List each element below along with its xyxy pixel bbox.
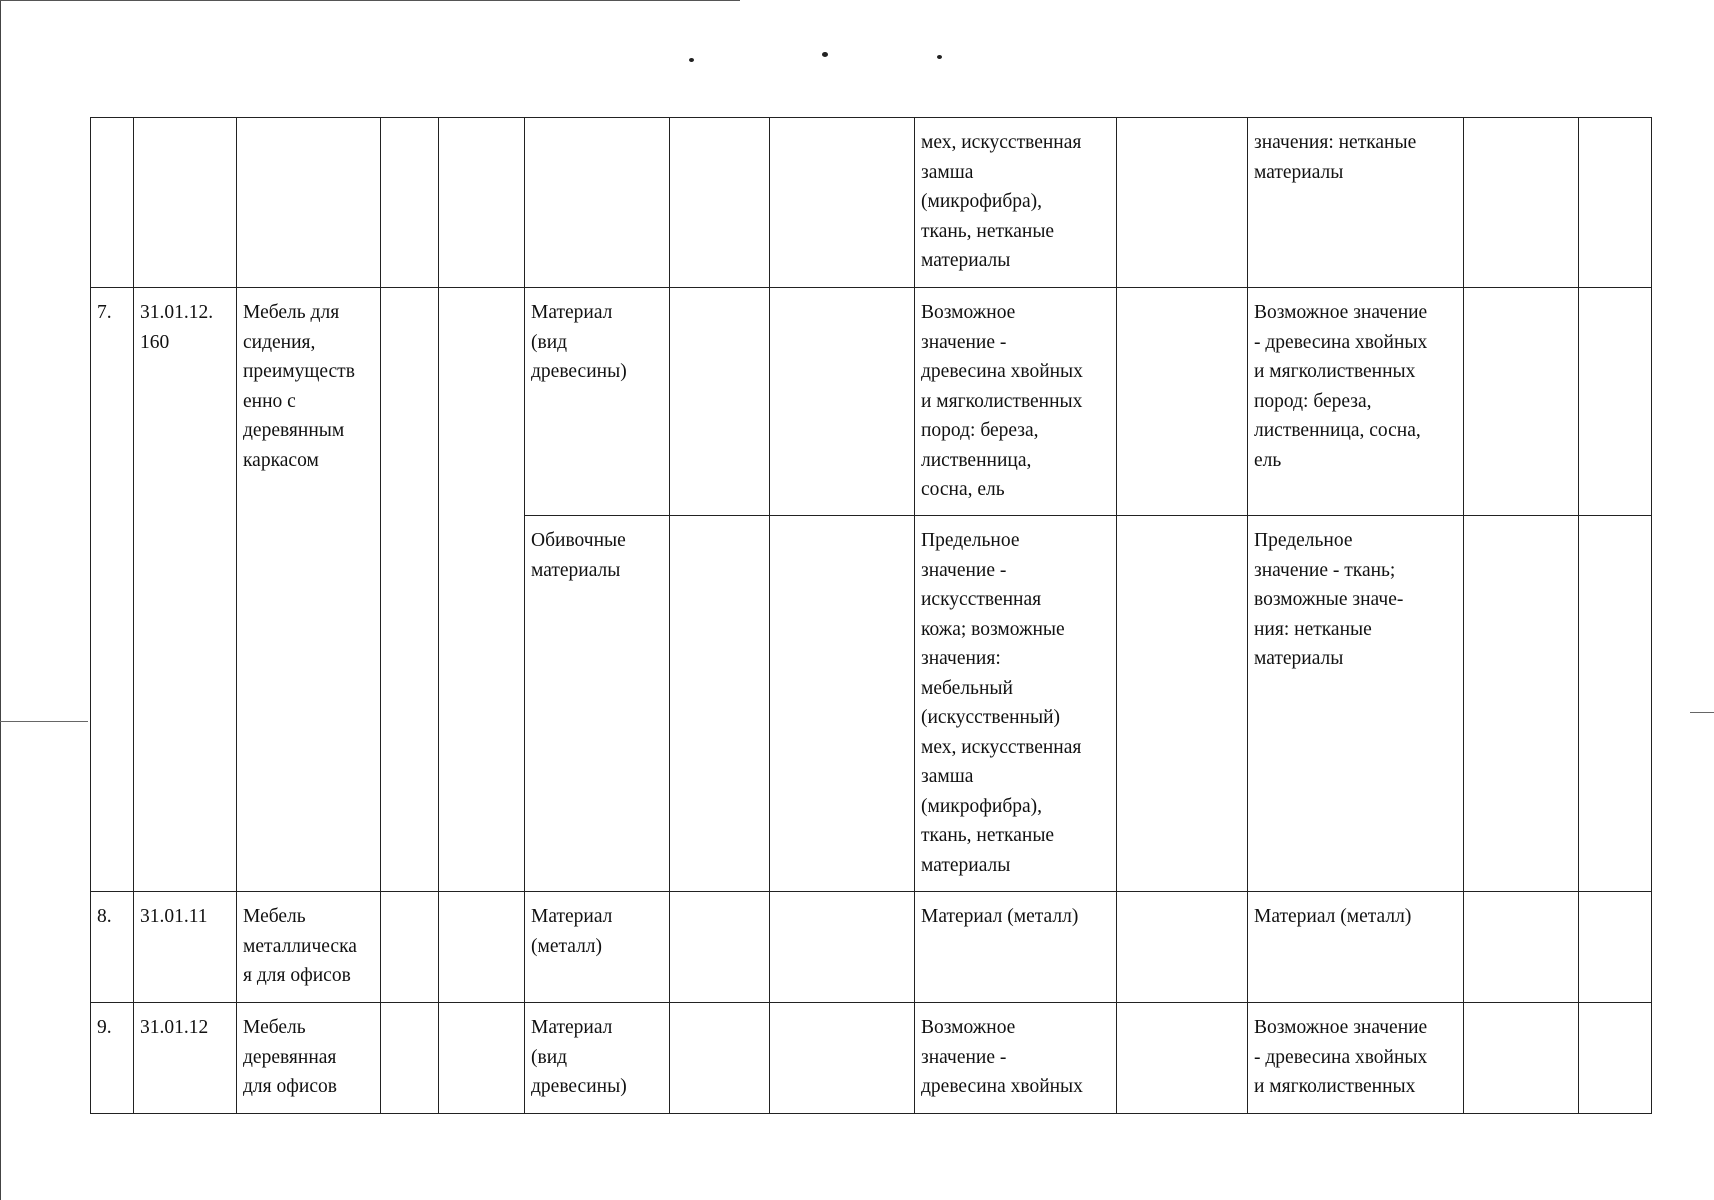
- cell-empty: [439, 288, 525, 892]
- cell-allowed-value: Возможное значение - древесина хвойных и мягколиственных пород: береза, лиственница, сосна, ель: [1248, 288, 1464, 516]
- cell-empty: [670, 288, 770, 516]
- cell-empty: [770, 1003, 915, 1114]
- cell-empty: [1117, 288, 1248, 516]
- cell-empty: [1579, 892, 1652, 1003]
- cell-characteristic-value: Материал (металл): [915, 892, 1117, 1003]
- cell-empty: [670, 1003, 770, 1114]
- cell-empty: [439, 892, 525, 1003]
- cell-characteristic: Материал (металл): [525, 892, 670, 1003]
- cell-number: [91, 118, 134, 288]
- cell-number: 9.: [91, 1003, 134, 1114]
- table-row: [91, 892, 1652, 1003]
- cell-empty: [1117, 892, 1248, 1003]
- cell-empty: [1579, 118, 1652, 288]
- cell-empty: [770, 516, 915, 892]
- cell-empty: [770, 118, 915, 288]
- cell-name: Мебель деревянная для офисов: [237, 1003, 381, 1114]
- cell-characteristic: Материал (вид древесины): [525, 288, 670, 516]
- cell-empty: [1579, 288, 1652, 516]
- cell-code: 31.01.11: [134, 892, 237, 1003]
- table-row: [91, 118, 1652, 288]
- scan-speck: [822, 52, 828, 57]
- cell-characteristic-value: Возможное значение - древесина хвойных и мягколиственных пород: береза, лиственница, сосна, ель: [915, 288, 1117, 516]
- cell-empty: [381, 892, 439, 1003]
- cell-characteristic-value: мех, искусственная замша (микрофибра), ткань, нетканые материалы: [915, 118, 1117, 288]
- scan-artifact-line: [0, 721, 88, 722]
- cell-characteristic-value: Предельное значение - искусственная кожа; возможные значения: мебельный (искусственный) мех, искусственная замша (микрофибра), ткань, нетканые материалы: [915, 516, 1117, 892]
- cell-empty: [670, 892, 770, 1003]
- cell-code: 31.01.12. 160: [134, 288, 237, 892]
- specification-table: [90, 117, 1652, 1114]
- cell-empty: [770, 288, 915, 516]
- cell-empty: [1464, 892, 1579, 1003]
- cell-empty: [381, 118, 439, 288]
- cell-empty: [439, 1003, 525, 1114]
- cell-allowed-value: Материал (металл): [1248, 892, 1464, 1003]
- cell-allowed-value: Возможное значение - древесина хвойных и мягколиственных: [1248, 1003, 1464, 1114]
- cell-empty: [381, 1003, 439, 1114]
- cell-characteristic: Обивочные материалы: [525, 516, 670, 892]
- cell-name: Мебель для сидения, преимуществ енно с деревянным каркасом: [237, 288, 381, 892]
- cell-empty: [439, 118, 525, 288]
- table-row: [91, 1003, 1652, 1114]
- cell-code: 31.01.12: [134, 1003, 237, 1114]
- cell-number: 8.: [91, 892, 134, 1003]
- cell-empty: [381, 288, 439, 892]
- cell-allowed-value: Предельное значение - ткань; возможные значе- ния: нетканые материалы: [1248, 516, 1464, 892]
- cell-empty: [670, 516, 770, 892]
- cell-empty: [1117, 516, 1248, 892]
- cell-empty: [1117, 118, 1248, 288]
- scan-edge-top: [0, 0, 740, 1]
- scan-speck: [689, 58, 694, 62]
- cell-empty: [770, 892, 915, 1003]
- cell-empty: [1117, 1003, 1248, 1114]
- cell-allowed-value: значения: нетканые материалы: [1248, 118, 1464, 288]
- cell-empty: [670, 118, 770, 288]
- cell-characteristic-value: Возможное значение - древесина хвойных: [915, 1003, 1117, 1114]
- scan-speck: [937, 55, 942, 59]
- cell-empty: [1464, 288, 1579, 516]
- cell-number: 7.: [91, 288, 134, 892]
- cell-code: [134, 118, 237, 288]
- cell-empty: [1464, 1003, 1579, 1114]
- cell-characteristic: [525, 118, 670, 288]
- cell-empty: [1579, 1003, 1652, 1114]
- cell-empty: [1464, 118, 1579, 288]
- cell-name: [237, 118, 381, 288]
- cell-characteristic: Материал (вид древесины): [525, 1003, 670, 1114]
- scan-edge-left: [0, 0, 1, 1200]
- cell-empty: [1579, 516, 1652, 892]
- table-row: [91, 288, 1652, 516]
- cell-name: Мебель металлическа я для офисов: [237, 892, 381, 1003]
- scan-artifact-line: [1690, 712, 1714, 713]
- cell-empty: [1464, 516, 1579, 892]
